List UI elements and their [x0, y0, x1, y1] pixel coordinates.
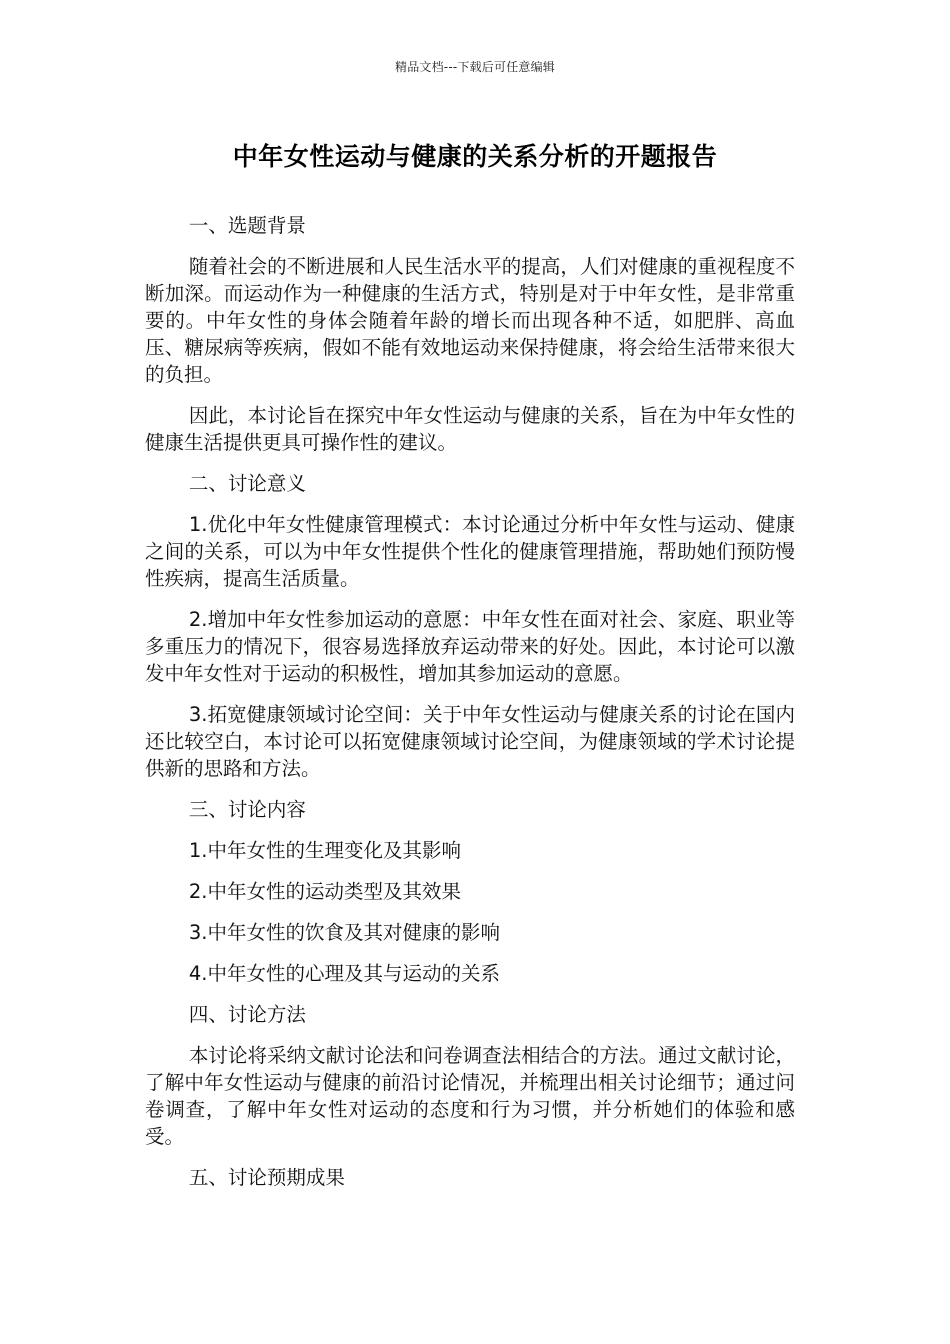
paragraph-significance-1: 1.优化中年女性健康管理模式：本讨论通过分析中年女性与运动、健康之间的关系，可以为中年女性提供个性化的健康管理措施，帮助她们预防慢性疾病，提高生活质量。 [145, 513, 795, 590]
section-heading-content: 三、讨论内容 [188, 798, 306, 821]
paragraph-background-2: 因此，本讨论旨在探究中年女性运动与健康的关系，旨在为中年女性的健康生活提供更具可操作性的建议。 [145, 404, 795, 454]
content-item-4: 4.中年女性的心理及其与运动的关系 [188, 962, 500, 985]
section-heading-expected-results: 五、讨论预期成果 [188, 1166, 345, 1189]
paragraph-significance-2: 2.增加中年女性参加运动的意愿：中年女性在面对社会、家庭、职业等多重压力的情况下，很容易选择放弃运动带来的好处。因此，本讨论可以激发中年女性对于运动的积极性，增加其参加运动的意愿。 [145, 608, 795, 685]
section-heading-significance: 二、讨论意义 [188, 472, 306, 495]
document-body [145, 212, 795, 1205]
section-heading-background: 一、选题背景 [188, 214, 306, 237]
page-header: 精品文档---下载后可任意编辑 [395, 60, 555, 74]
content-item-1: 1.中年女性的生理变化及其影响 [188, 839, 461, 862]
document-title: 中年女性运动与健康的关系分析的开题报告 [232, 142, 718, 171]
paragraph-background-1: 随着社会的不断进展和人民生活水平的提高，人们对健康的重视程度不断加深。而运动作为一种健康的生活方式，特别是对于中年女性，是非常重要的。中年女性的身体会随着年龄的增长而出现各种不适，如肥胖、高血压、糖尿病等疾病，假如不能有效地运动来保持健康，将会给生活带来很大的负担。 [145, 255, 795, 386]
section-heading-methods: 四、讨论方法 [188, 1003, 306, 1026]
paragraph-significance-3: 3.拓宽健康领域讨论空间：关于中年女性运动与健康关系的讨论在国内还比较空白，本讨论可以拓宽健康领域讨论空间，为健康领域的学术讨论提供新的思路和方法。 [145, 703, 795, 780]
paragraph-methods-1: 本讨论将采纳文献讨论法和问卷调查法相结合的方法。通过文献讨论，了解中年女性运动与健康的前沿讨论情况，并梳理出相关讨论细节；通过问卷调查，了解中年女性对运动的态度和行为习惯，并分析她们的体验和感受。 [145, 1044, 795, 1148]
content-item-2: 2.中年女性的运动类型及其效果 [188, 880, 461, 903]
content-item-3: 3.中年女性的饮食及其对健康的影响 [188, 921, 500, 944]
